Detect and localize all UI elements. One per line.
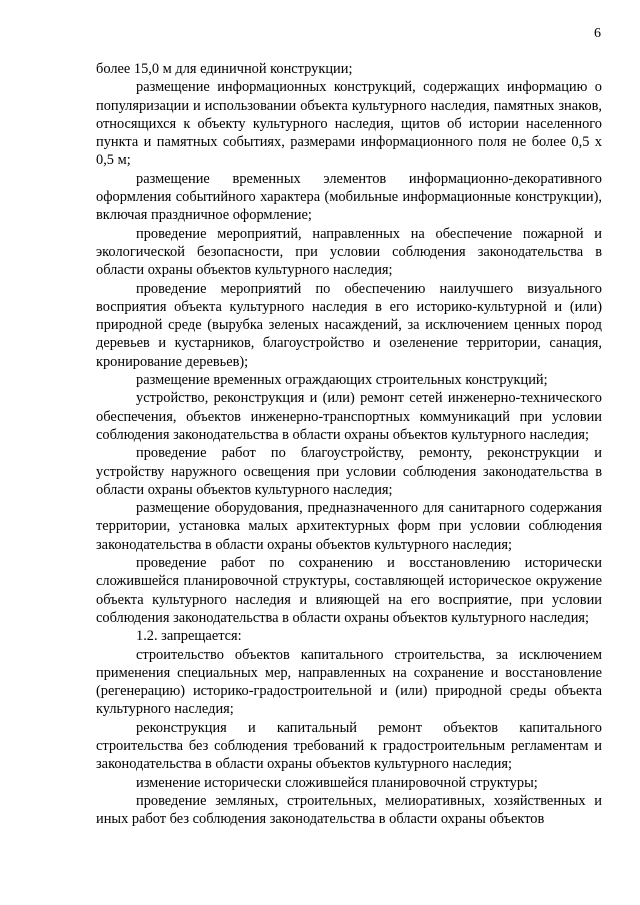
paragraph-12: строительство объектов капитального строительства, за исключением применения специальных мер, направленных на сохранение и восстановление (регенерацию) историко-градостроительной и (или) природной среды объекта культурного наследия; xyxy=(96,646,602,718)
paragraph-5: проведение мероприятий по обеспечению наилучшего визуального восприятия объекта культурного наследия в его историко-культурной и (или) природной среде (вырубка зеленых насаждений, за исключением ценных пород деревьев и кустарников, благоустройство и озеленение территории, санация, кронирование деревьев); xyxy=(96,280,602,370)
section-heading-1-2: 1.2. запрещается: xyxy=(136,628,242,645)
paragraph-9: размещение оборудования, предназначенного для санитарного содержания территории, установка малых архитектурных форм при условии соблюдения законодательства в области охраны объектов культурного наследия; xyxy=(96,500,602,553)
paragraph-10: проведение работ по сохранению и восстановлению исторически сложившейся планировочной структуры, составляющей историческое окружение объекта культурного наследия и влияющей на его восприятие, при условии соблюдения законодательства в области охраны объектов культурного наследия; xyxy=(96,555,602,626)
paragraph-6: размещение временных ограждающих строительных конструкций; xyxy=(136,372,548,389)
paragraph-2: размещение информационных конструкций, содержащих информацию о популяризации и использовании объекта культурного наследия, памятных знаков, относящихся к объекту культурного наследия, щитов об истории населенного пункта и памятных событиях, размерами информационного поля не более 0,5 х 0,5 м; xyxy=(96,79,602,169)
paragraph-3: размещение временных элементов информационно-декоративного оформления событийного характера (мобильные информационные конструкции), включая праздничное оформление; xyxy=(96,170,602,224)
paragraph-13: реконструкция и капитальный ремонт объектов капитального строительства без соблюдения требований к градостроительным регламентам и законодательства в области охраны объектов культурного наследия; xyxy=(96,719,602,773)
paragraph-1: более 15,0 м для единичной конструкции; xyxy=(96,61,353,77)
document-body xyxy=(96,60,602,828)
paragraph-14: изменение исторически сложившейся планировочной структуры; xyxy=(136,774,538,791)
paragraph-7: устройство, реконструкция и (или) ремонт сетей инженерно-технического обеспечения, объектов инженерно-транспортных коммуникаций при условии соблюдения законодательства в области охраны объектов культурного наследия; xyxy=(96,390,602,443)
paragraph-15: проведение земляных, строительных, мелиоративных, хозяйственных и иных работ без соблюдения законодательства в области охраны объектов xyxy=(96,792,602,828)
paragraph-8: проведение работ по благоустройству, ремонту, реконструкции и устройству наружного освещения при условии соблюдения законодательства в области охраны объектов культурного наследия; xyxy=(96,445,602,498)
paragraph-4: проведение мероприятий, направленных на обеспечение пожарной и экологической безопасности, при условии соблюдения законодательства в области охраны объектов культурного наследия; xyxy=(96,225,602,279)
page-number: 6 xyxy=(594,26,601,41)
